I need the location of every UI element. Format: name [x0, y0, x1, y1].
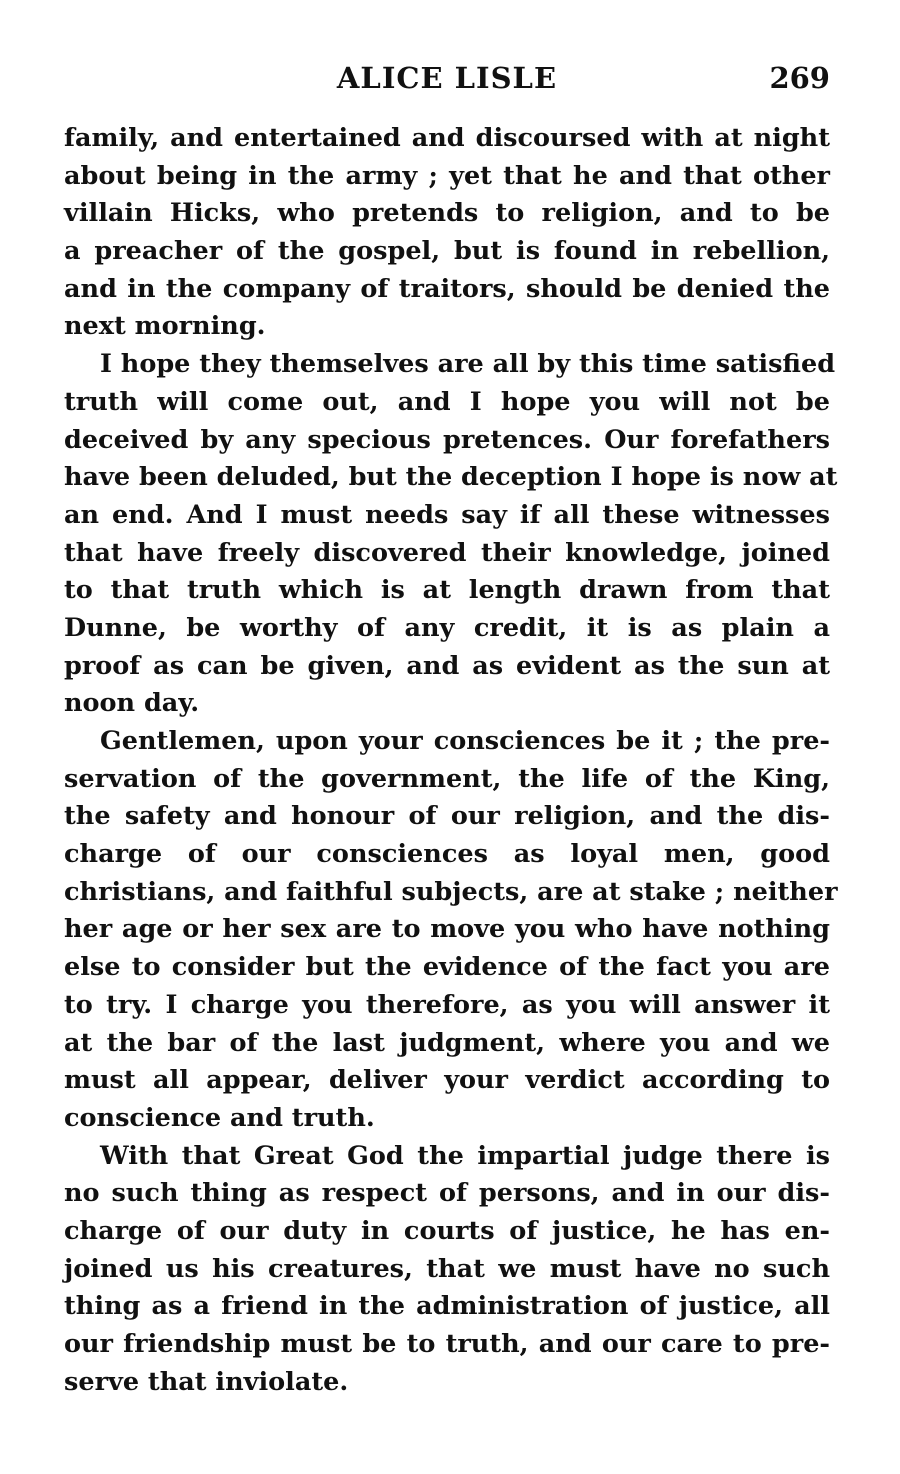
text-line: thing as a friend in the administration of justice, all [64, 1291, 830, 1322]
text-line: to that truth which is at length drawn from that [64, 575, 830, 606]
text-line: an end. And I must needs say if all these witnesses [64, 499, 830, 530]
paragraph-2 [64, 346, 838, 723]
text-line: Gentlemen, upon your consciences be it ; the pre- [100, 726, 830, 756]
text-line: her age or her sex are to move you who have nothing [64, 914, 830, 945]
text-line: servation of the government, the life of the King, [64, 763, 830, 794]
text-line: With that Great God the impartial judge there is [100, 1140, 830, 1171]
running-title: ALICE LISLE [336, 61, 558, 95]
text-line: Dunne, be worthy of any credit, it is as plain a [64, 612, 830, 643]
text-line: must all appear, deliver your verdict according to [64, 1065, 830, 1096]
text-line: and in the company of traitors, should be denied the [64, 273, 830, 304]
text-line: serve that inviolate. [64, 1366, 349, 1397]
text-line: at the bar of the last judgment, where you and we [64, 1027, 830, 1058]
page-header [64, 58, 830, 98]
text-line: christians, and faithful subjects, are at stake ; neither [64, 876, 838, 907]
paragraph-1 [64, 120, 830, 346]
text-line: about being in the army ; yet that he and that other [64, 160, 830, 191]
text-line: deceived by any specious pretences. Our forefathers [64, 424, 830, 455]
text-line: else to consider but the evidence of the fact you are [64, 952, 830, 983]
text-line: a preacher of the gospel, but is found in rebellion, [64, 236, 830, 267]
text-line: no such thing as respect of persons, and in our dis- [64, 1178, 830, 1209]
text-line: conscience and truth. [64, 1102, 375, 1133]
text-line: villain Hicks, who pretends to religion, and to be [64, 198, 830, 229]
text-line: proof as can be given, and as evident as the sun at [64, 650, 830, 681]
text-line: charge of our consciences as loyal men, good [64, 839, 830, 870]
paragraph-3 [64, 723, 838, 1138]
text-line: that have freely discovered their knowledge, joined [64, 537, 830, 568]
text-line: joined us his creatures, that we must have no such [64, 1253, 830, 1284]
text-line: to try. I charge you therefore, as you will answer it [64, 989, 830, 1020]
text-line: I hope they themselves are all by this time satisfied [100, 349, 836, 380]
body-text [64, 120, 838, 1401]
text-line: truth will come out, and I hope you will not be [64, 386, 830, 417]
text-line: family, and entertained and discoursed with at night [64, 123, 830, 153]
text-line: next morning. [64, 311, 266, 342]
text-line: our friendship must be to truth, and our care to pre- [64, 1329, 830, 1359]
text-line: the safety and honour of our religion, and the dis- [64, 801, 830, 832]
text-line: charge of our duty in courts of justice, he has en- [64, 1215, 830, 1246]
text-line: have been deluded, but the deception I hope is now at [64, 462, 838, 493]
paragraph-4 [64, 1138, 830, 1402]
page-number: 269 [769, 61, 830, 95]
text-line: noon day. [64, 688, 200, 719]
